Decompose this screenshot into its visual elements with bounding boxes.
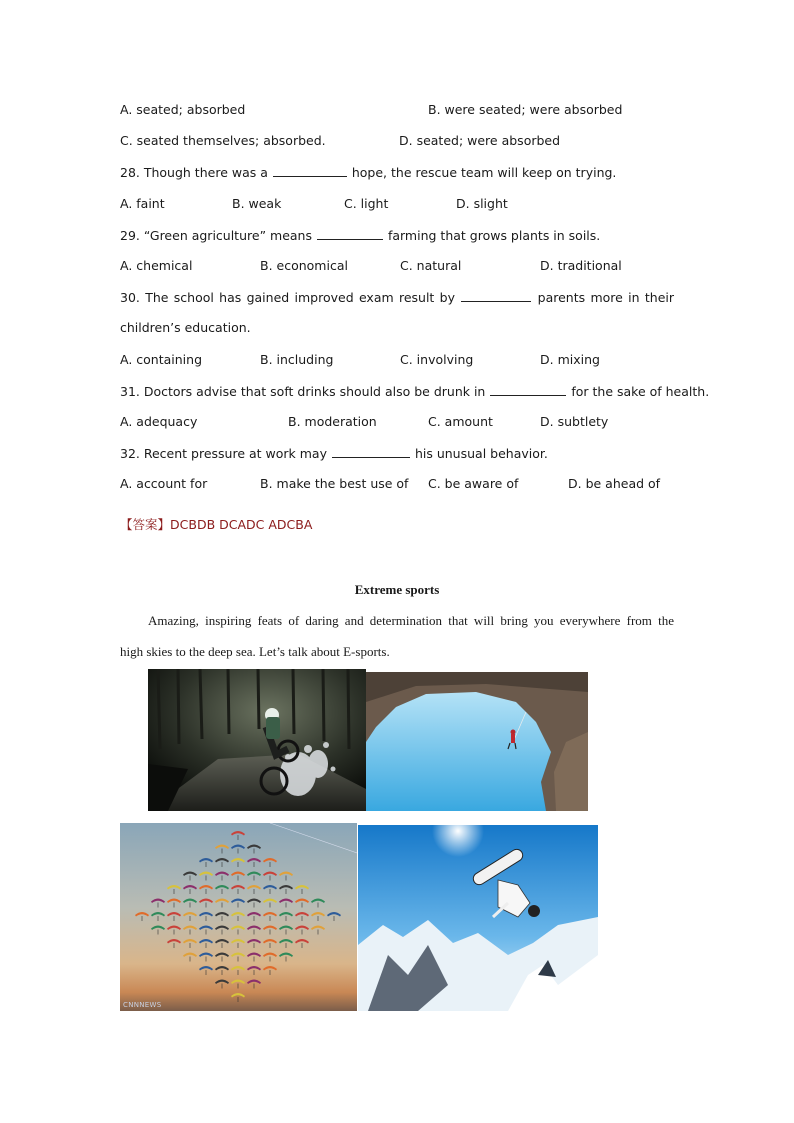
q29-stem-before: 29. “Green agriculture” means bbox=[120, 228, 312, 243]
answer-label: 【答案】 bbox=[120, 517, 171, 532]
q32-option-b: B. make the best use of bbox=[260, 476, 409, 491]
q29-option-d: D. traditional bbox=[540, 258, 622, 273]
q29-option-b: B. economical bbox=[260, 258, 348, 273]
q31-option-a: A. adequacy bbox=[120, 414, 198, 429]
q28-blank bbox=[273, 164, 347, 177]
answer-text: DCBDB DCADC ADCBA bbox=[170, 517, 313, 532]
q31-option-c: C. amount bbox=[428, 414, 493, 429]
q30-option-c: C. involving bbox=[400, 352, 474, 367]
q27-option-c: C. seated themselves; absorbed. bbox=[120, 133, 326, 148]
q28-option-b: B. weak bbox=[232, 196, 282, 211]
q30-option-d: D. mixing bbox=[540, 352, 600, 367]
q32-stem-before: 32. Recent pressure at work may bbox=[120, 446, 327, 461]
q30-option-b: B. including bbox=[260, 352, 334, 367]
q32-blank bbox=[332, 445, 410, 458]
watermark-logo: CNNNEWS bbox=[123, 1001, 162, 1009]
answer-key bbox=[120, 515, 312, 533]
q30-stem-after: parents more in their bbox=[537, 290, 675, 305]
q29-stem bbox=[120, 227, 600, 244]
article-title: Extreme sports bbox=[354, 582, 440, 597]
article-line-1: Amazing, inspiring feats of daring and determination that will bring you everywhere from the bbox=[148, 613, 674, 628]
q29-option-a: A. chemical bbox=[120, 258, 193, 273]
q31-stem-after: for the sake of health. bbox=[571, 384, 710, 399]
q27-option-d: D. seated; were absorbed bbox=[399, 133, 561, 148]
q30-stem bbox=[120, 289, 674, 306]
q32-option-a: A. account for bbox=[120, 476, 208, 491]
q31-option-d: D. subtlety bbox=[540, 414, 609, 429]
q32-stem-after: his unusual behavior. bbox=[414, 446, 548, 461]
q30-blank bbox=[461, 289, 531, 302]
q28-stem-before: 28. Though there was a bbox=[120, 165, 268, 180]
q29-blank bbox=[317, 227, 383, 240]
photo-snowboarder bbox=[358, 825, 598, 1011]
q27-option-a: A. seated; absorbed bbox=[120, 102, 246, 117]
q30-stem-continued: children’s education. bbox=[120, 320, 251, 335]
q31-blank bbox=[490, 383, 566, 396]
q29-stem-after: farming that grows plants in soils. bbox=[387, 228, 601, 243]
q32-option-c: C. be aware of bbox=[428, 476, 519, 491]
q32-option-d: D. be ahead of bbox=[568, 476, 661, 491]
q28-option-a: A. faint bbox=[120, 196, 165, 211]
q27-option-b: B. were seated; were absorbed bbox=[428, 102, 623, 117]
photo-mountain-biker bbox=[148, 669, 366, 811]
q29-option-c: C. natural bbox=[400, 258, 462, 273]
q28-stem-after: hope, the rescue team will keep on trying. bbox=[351, 165, 617, 180]
photo-rock-climber bbox=[366, 672, 588, 811]
q28-option-c: C. light bbox=[344, 196, 389, 211]
photo-parachute-formation bbox=[120, 823, 357, 1011]
q28-stem bbox=[120, 164, 616, 181]
q31-option-b: B. moderation bbox=[288, 414, 377, 429]
q28-option-d: D. slight bbox=[456, 196, 508, 211]
article-line-2: high skies to the deep sea. Let’s talk about E-sports. bbox=[120, 644, 390, 659]
q32-stem bbox=[120, 445, 548, 462]
q31-stem-before: 31. Doctors advise that soft drinks should also be drunk in bbox=[120, 384, 486, 399]
q31-stem bbox=[120, 383, 709, 400]
q30-stem-before: 30. The school has gained improved exam result by bbox=[120, 290, 455, 305]
q30-option-a: A. containing bbox=[120, 352, 203, 367]
